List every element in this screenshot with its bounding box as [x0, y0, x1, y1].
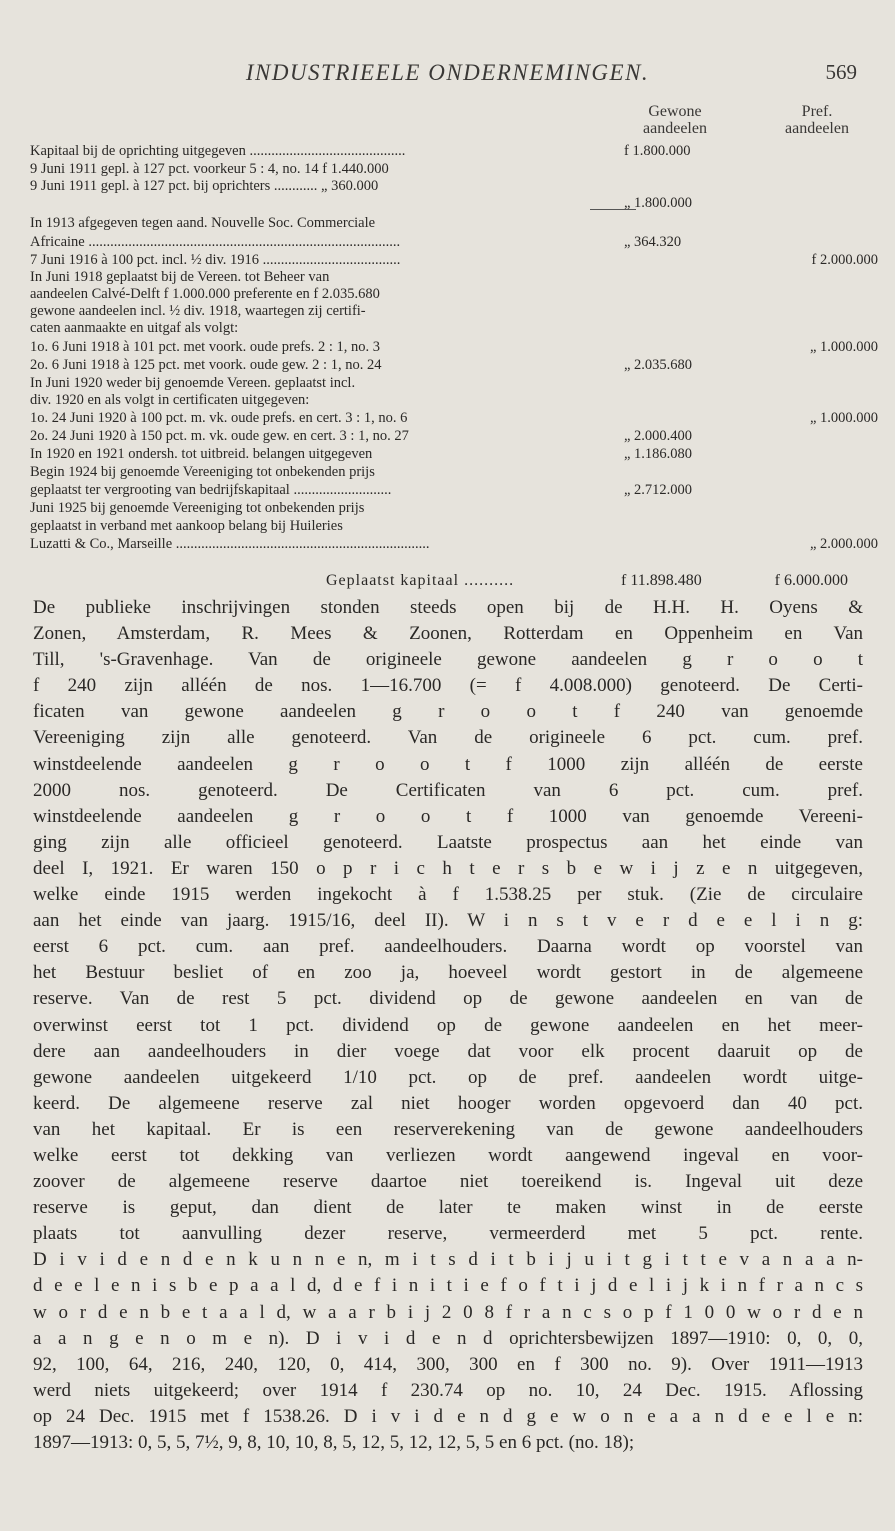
paragraph-line: zoover de algemeene reserve daartoe niet toereikend is. Ingeval uit deze: [33, 1171, 863, 1193]
row-label: geplaatst in verband met aankoop belang bij Huileries: [30, 518, 343, 534]
row-label: Kapitaal bij de oprichting uitgegeven ...........................................: [30, 143, 406, 159]
paragraph-line: 92, 100, 64, 216, 240, 120, 0, 414, 300, 300 en f 300 no. 9). Over 1911—1913: [33, 1353, 863, 1375]
paragraph-line: dere aan aandeelhouders in dier voege dat voor elk procent daaruit op de: [33, 1040, 863, 1062]
body-paragraph: [33, 595, 863, 1456]
table-row: [30, 303, 870, 320]
column-header-gewone: Gewone aandeelen: [643, 103, 707, 137]
paragraph-line: aan het einde van jaarg. 1915/16, deel II). W i n s t v e r d e e l i n g:: [33, 910, 863, 932]
table-row: [30, 357, 870, 374]
row-label: 9 Juni 1911 gepl. à 127 pct. bij oprichters ............ „ 360.000: [30, 178, 379, 194]
table-row: [30, 500, 870, 517]
paragraph-line: het Bestuur besliet of en zoo ja, hoeveel wordt gestort in de algemeene: [33, 962, 863, 984]
paragraph-line: deel I, 1921. Er waren 150 o p r i c h t e r s b e w i j z e n uitgegeven,: [33, 857, 863, 879]
row-pref-value: „ 1.000.000: [809, 410, 878, 426]
row-label: Begin 1924 bij genoemde Vereeniging tot onbekenden prijs: [30, 464, 375, 480]
column-header-pref: Pref. aandeelen: [785, 103, 849, 137]
row-gewone-value: „ 2.035.680: [624, 357, 693, 373]
paragraph-line: van het kapitaal. Er is een reserverekening van de gewone aandeelhouders: [33, 1118, 863, 1140]
paragraph-line: welke eerst tot dekking van verliezen wordt aangewend ingeval en voor-: [33, 1144, 863, 1166]
row-label: 2o. 24 Juni 1920 à 150 pct. m. vk. oude gew. en cert. 3 : 1, no. 27: [30, 428, 409, 444]
paragraph-line: plaats tot aanvulling dezer reserve, vermeerderd met 5 pct. rente.: [33, 1223, 863, 1245]
paragraph-line: ficaten van gewone aandeelen g r o o t f 240 van genoemde: [33, 701, 863, 723]
table-row: [30, 178, 870, 195]
table-row: [30, 320, 870, 337]
table-row: [30, 428, 870, 445]
row-label: In 1913 afgegeven tegen aand. Nouvelle Soc. Commerciale: [30, 215, 376, 231]
table-row: [30, 252, 878, 269]
total-label: Geplaatst kapitaal ..........: [326, 572, 515, 589]
row-label: Luzatti & Co., Marseille ......................................................................: [30, 536, 430, 552]
table-row: [30, 518, 870, 535]
table-row: [30, 161, 870, 178]
subtotal-rule: [590, 209, 636, 210]
row-label: 9 Juni 1911 gepl. à 127 pct. voorkeur 5 : 4, no. 14 f 1.440.000: [30, 161, 389, 177]
running-header-title: INDUSTRIEELE ONDERNEMINGEN.: [245, 60, 650, 85]
paragraph-line: Vereeniging zijn alle genoteerd. Van de origineele 6 pct. cum. pref.: [33, 727, 863, 749]
table-row: [30, 392, 870, 409]
table-row: [30, 339, 878, 356]
table-row: [30, 536, 878, 553]
table-row: [30, 195, 870, 212]
paragraph-line: reserve. Van de rest 5 pct. dividend op de gewone aandeelen en van de: [33, 988, 863, 1010]
row-label: Africaine ......................................................................................: [30, 234, 401, 250]
paragraph-line: werd niets uitgekeerd; over 1914 f 230.74 op no. 10, 24 Dec. 1915. Aflossing: [33, 1379, 863, 1401]
row-label: In Juni 1920 weder bij genoemde Vereen. geplaatst incl.: [30, 375, 356, 391]
row-pref-value: „ 2.000.000: [809, 536, 878, 552]
row-label: 1o. 24 Juni 1920 à 100 pct. m. vk. oude prefs. en cert. 3 : 1, no. 6: [30, 410, 408, 426]
table-row: [30, 215, 870, 232]
table-row: [30, 482, 870, 499]
row-label: 2o. 6 Juni 1918 à 125 pct. met voork. oude gew. 2 : 1, no. 24: [30, 357, 382, 373]
paragraph-line: D i v i d e n d e n k u n n e n, m i t s d i t b i j u i t g i t t e v a n a a n-: [33, 1249, 863, 1271]
row-gewone-value: „ 364.320: [624, 234, 682, 250]
total-row: [0, 570, 895, 592]
row-label: geplaatst ter vergrooting van bedrijfskapitaal ...........................: [30, 482, 392, 498]
paragraph-line: w o r d e n b e t a a l d, w a a r b i j 2 0 8 f r a n c s o p f 1 0 0 w o r d e n: [33, 1301, 863, 1323]
table-row: [30, 375, 870, 392]
total-pref-value: f 6.000.000: [774, 572, 848, 589]
row-label: In 1920 en 1921 ondersh. tot uitbreid. belangen uitgegeven: [30, 446, 373, 462]
table-row: [30, 269, 870, 286]
paragraph-line: eerst 6 pct. cum. aan pref. aandeelhouders. Daarna wordt op voorstel van: [33, 936, 863, 958]
table-row: [30, 446, 870, 463]
paragraph-line: Till, 's-Gravenhage. Van de origineele gewone aandeelen g r o o t: [33, 649, 863, 671]
row-label: gewone aandeelen incl. ½ div. 1918, waartegen zij certifi-: [30, 303, 366, 319]
row-pref-value: „ 1.000.000: [809, 339, 878, 355]
table-row: [30, 234, 870, 251]
paragraph-line: gewone aandeelen uitgekeerd 1/10 pct. op de pref. aandeelen wordt uitge-: [33, 1066, 863, 1088]
table-row: [30, 143, 870, 160]
paragraph-line: 2000 nos. genoteerd. De Certificaten van 6 pct. cum. pref.: [33, 779, 863, 801]
paragraph-line: De publieke inschrijvingen stonden steeds open bij de H.H. H. Oyens &: [33, 597, 863, 618]
row-label: 1o. 6 Juni 1918 à 101 pct. met voork. oude prefs. 2 : 1, no. 3: [30, 339, 380, 355]
row-label: Juni 1925 bij genoemde Vereeniging tot onbekenden prijs: [30, 500, 365, 516]
paragraph-line: op 24 Dec. 1915 met f 1538.26. D i v i d e n d g e w o n e a a n d e e l e n:: [33, 1405, 863, 1427]
row-label: In Juni 1918 geplaatst bij de Vereen. tot Beheer van: [30, 269, 330, 285]
page-number: 569: [825, 60, 857, 84]
row-gewone-value: „ 1.800.000: [624, 195, 693, 211]
row-gewone-value: f 1.800.000: [624, 143, 691, 159]
paragraph-line: keerd. De algemeene reserve zal niet hooger worden opgevoerd dan 40 pct.: [33, 1092, 863, 1114]
row-gewone-value: „ 1.186.080: [624, 446, 693, 462]
row-gewone-value: „ 2.000.400: [624, 428, 693, 444]
row-gewone-value: „ 2.712.000: [624, 482, 693, 498]
table-row: [30, 464, 870, 481]
paragraph-line: 1897—1913: 0, 5, 5, 7½, 9, 8, 10, 10, 8, 5, 12, 5, 12, 12, 5, 5 en 6 pct. (no. 18);: [33, 1432, 635, 1453]
paragraph-line: overwinst eerst tot 1 pct. dividend op de gewone aandeelen en het meer-: [33, 1014, 863, 1036]
table-row: [30, 410, 878, 427]
paragraph-line: ging zijn alle officieel genoteerd. Laatste prospectus aan het einde van: [33, 831, 863, 853]
paragraph-line: reserve is geput, dan dient de later te maken winst in de eerste: [33, 1197, 863, 1219]
paragraph-line: winstdeelende aandeelen g r o o t f 1000 van genoemde Vereeni-: [33, 805, 863, 827]
total-gewone-value: f 11.898.480: [621, 572, 702, 589]
paragraph-line: d e e l e n i s b e p a a l d, d e f i n i t i e f o f t i j d e l i j k i n f r a n c s: [33, 1275, 863, 1297]
row-label: caten aanmaakte en uitgaf als volgt:: [30, 320, 239, 336]
row-pref-value: f 2.000.000: [811, 252, 878, 268]
row-label: 7 Juni 1916 à 100 pct. incl. ½ div. 1916 ......................................: [30, 252, 401, 268]
paragraph-line: Zonen, Amsterdam, R. Mees & Zoonen, Rotterdam en Oppenheim en Van: [33, 623, 863, 645]
table-row: [30, 286, 870, 303]
paragraph-line: winstdeelende aandeelen g r o o t f 1000 zijn alléén de eerste: [33, 753, 863, 775]
paragraph-line: a a n g e n o m e n). D i v i d e n d oprichtersbewijzen 1897—1910: 0, 0, 0,: [33, 1327, 863, 1349]
row-label: aandeelen Calvé-Delft f 1.000.000 preferente en f 2.035.680: [30, 286, 380, 302]
paragraph-line: f 240 zijn alléén de nos. 1—16.700 (= f 4.008.000) genoteerd. De Certi-: [33, 675, 863, 697]
row-label: div. 1920 en als volgt in certificaten uitgegeven:: [30, 392, 310, 408]
paragraph-line: welke einde 1915 werden ingekocht à f 1.538.25 per stuk. (Zie de circulaire: [33, 884, 863, 906]
